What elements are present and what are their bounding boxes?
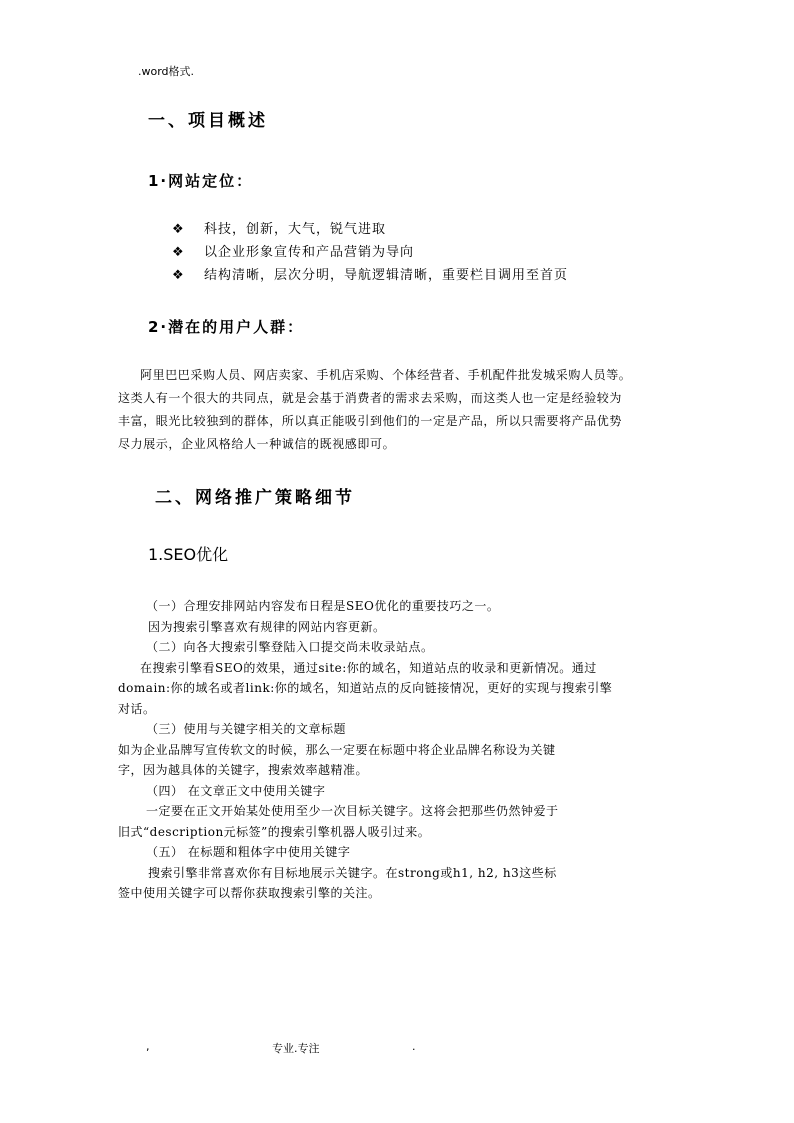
list-item [172, 241, 568, 264]
paragraph-line: 阿里巴巴采购人员、网店卖家、手机店采购、个体经营者、手机配件批发城采购人员等。 [140, 368, 632, 382]
section1-sub2-title: 2·潜在的用户人群： [148, 318, 305, 336]
bullet-text: 以企业形象宣传和产品营销为导向 [204, 245, 415, 260]
diamond-bullet-icon: ❖ [172, 222, 185, 237]
list-item [172, 218, 568, 241]
section2-title: 二、网络推广策略细节 [155, 488, 355, 508]
footer-right-mark: . [412, 1040, 416, 1053]
seo-body [118, 596, 678, 904]
body-line: （四） 在文章正文中使用关键字 [146, 783, 326, 798]
paragraph-line: 丰富，眼光比较独到的群体，所以真正能吸引到他们的一定是产品，所以只需要将产品优势 [118, 414, 623, 428]
body-line: 一定要在正文开始某处使用至少一次目标关键字。这将会把那些仍然钟爱于 [146, 804, 559, 818]
user-group-paragraph [118, 364, 678, 456]
body-line: 在搜索引擎看SEO的效果，通过site:你的域名，知道站点的收录和更新情况。通过 [140, 660, 597, 675]
body-line: （五） 在标题和粗体字中使用关键字 [146, 845, 351, 859]
body-line: 如为企业品牌写宣传软文的时候，那么一定要在标题中将企业品牌名称设为关键 [118, 742, 556, 757]
body-line: 搜索引擎非常喜欢你有目标地展示关键字。在strong或h1, h2, h3这些标 [148, 865, 557, 880]
diamond-bullet-icon: ❖ [172, 245, 185, 260]
positioning-bullet-list [172, 218, 568, 287]
footer-text: 专业.专注 [272, 1042, 320, 1055]
section1-title: 一、项目概述 [148, 111, 268, 131]
list-item [172, 264, 568, 287]
paragraph-line: 尽力展示，企业风格给人一种诚信的既视感即可。 [118, 437, 396, 451]
body-line: （一）合理安排网站内容发布日程是SEO优化的重要技巧之一。 [146, 599, 500, 613]
section1-sub1-title: 1·网站定位： [148, 172, 254, 190]
footer-left-mark: , [146, 1040, 150, 1053]
seo-title: 1.SEO优化 [148, 545, 229, 564]
body-line: 因为搜索引擎喜欢有规律的网站内容更新。 [148, 619, 386, 634]
body-line: 对话。 [118, 701, 156, 716]
body-line: 字，因为越具体的关键字，搜索效率越精准。 [118, 763, 369, 777]
body-line: （二）向各大搜索引擎登陆入口提交尚未收录站点。 [146, 640, 434, 654]
diamond-bullet-icon: ❖ [172, 268, 185, 283]
bullet-text: 科技，创新，大气，锐气进取 [204, 222, 387, 237]
paragraph-line: 这类人有一个很大的共同点，就是会基于消费者的需求去采购，而这类人也一定是经验较为 [118, 391, 623, 405]
bullet-text: 结构清晰，层次分明，导航逻辑清晰，重要栏目调用至首页 [204, 268, 569, 283]
body-line: （三）使用与关键字相关的文章标题 [146, 722, 347, 736]
body-line: 旧式“description元标签”的搜索引擎机器人吸引过来。 [118, 824, 431, 839]
header-note: .word格式. [138, 65, 195, 78]
body-line: 签中使用关键字可以帮你获取搜索引擎的关注。 [118, 886, 381, 900]
body-line: domain:你的域名或者link:你的域名，知道站点的反向链接情况，更好的实现与搜索引擎 [118, 681, 613, 695]
